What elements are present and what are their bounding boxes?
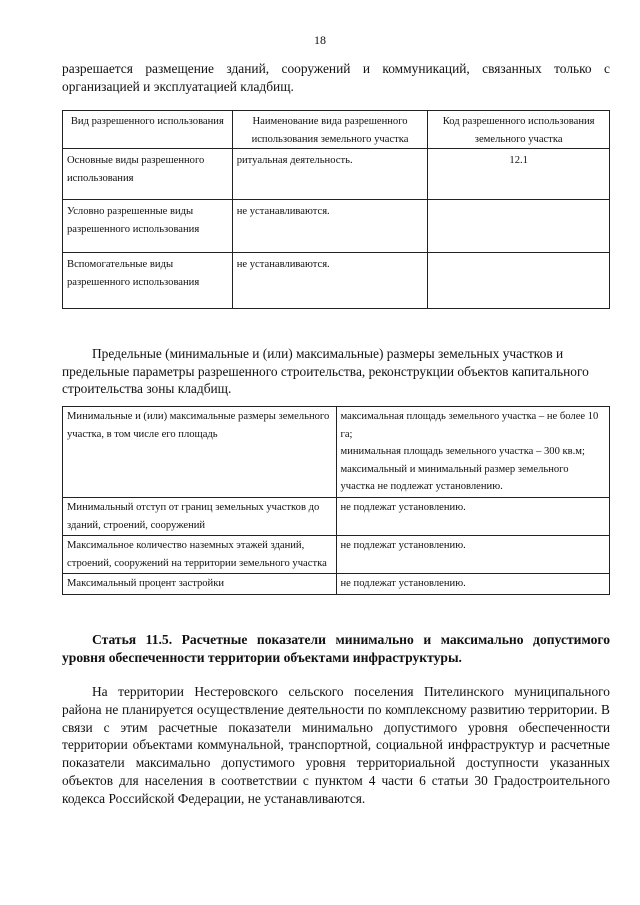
value-line: минимальная площадь земельного участка – 300 кв.м; xyxy=(340,446,585,458)
value-line: максимальная площадь земельного участка – не более 10 га; xyxy=(340,411,599,440)
param-cell: Минимальный отступ от границ земельных участков до зданий, строений, сооружений xyxy=(63,497,337,535)
table-row xyxy=(63,407,610,498)
use-code-cell: 12.1 xyxy=(428,149,610,200)
limits-table xyxy=(62,406,610,595)
table-header-row xyxy=(63,111,610,149)
limits-heading: Предельные (минимальные и (или) максимальные) размеры земельных участков и предельные параметры разрешенного строительства, реконструкции объектов капитального строительства зоны кладбищ. xyxy=(62,346,589,396)
header-use-type: Вид разрешенного использования xyxy=(63,111,233,149)
permitted-uses-table xyxy=(62,110,610,309)
use-code-cell xyxy=(428,253,610,309)
table-row xyxy=(63,200,610,253)
header-use-code: Код разрешенного использования земельного участка xyxy=(428,111,610,149)
article-body: На территории Нестеровского сельского поселения Пителинского муниципального района не планируется осуществление деятельности по комплексному развитию территории. В связи с этим расчетные показатели минимально допустимого уровня обеспеченности территории объектами коммунальной, транспортной, социальной инфраструктур и расчетные показатели максимально допустимого уровня территориальной доступности указанных объектов для населения в соответствии с пунктом 4 части 6 статьи 30 Градостроительного кодекса Российской Федерации, не устанавливаются. xyxy=(62,684,610,806)
param-cell: Минимальные и (или) максимальные размеры земельного участка, в том числе его площадь xyxy=(63,407,337,498)
value-cell: не подлежат установлению. xyxy=(336,497,610,535)
use-name-cell: не устанавливаются. xyxy=(232,200,428,253)
use-name-cell: ритуальная деятельность. xyxy=(232,149,428,200)
intro-paragraph: разрешается размещение зданий, сооружений и коммуникаций, связанных только с организацией и эксплуатацией кладбищ. xyxy=(62,61,610,94)
param-cell: Максимальный процент застройки xyxy=(63,574,337,595)
article-title: Статья 11.5. Расчетные показатели минимально и максимально допустимого уровня обеспеченности территории объектами инфраструктуры. xyxy=(62,632,610,665)
table-row xyxy=(63,536,610,574)
use-type-cell: Основные виды разрешенного использования xyxy=(63,149,233,200)
value-cell: не подлежат установлению. xyxy=(336,574,610,595)
value-cell: не подлежат установлению. xyxy=(336,536,610,574)
value-line: максимальный и минимальный размер земельного участка не подлежат установлению. xyxy=(340,463,569,493)
use-name-cell: не устанавливаются. xyxy=(232,253,428,309)
use-type-cell: Условно разрешенные виды разрешенного использования xyxy=(63,200,233,253)
param-cell: Максимальное количество наземных этажей зданий, строений, сооружений на территории земельного участка xyxy=(63,536,337,574)
use-code-cell xyxy=(428,200,610,253)
page-number: 18 xyxy=(314,33,326,47)
table-row xyxy=(63,149,610,200)
use-type-cell: Вспомогательные виды разрешенного использования xyxy=(63,253,233,309)
value-cell xyxy=(336,407,610,498)
header-use-name: Наименование вида разрешенного использования земельного участка xyxy=(232,111,428,149)
table-row xyxy=(63,253,610,309)
table-row xyxy=(63,574,610,595)
table-row xyxy=(63,497,610,535)
